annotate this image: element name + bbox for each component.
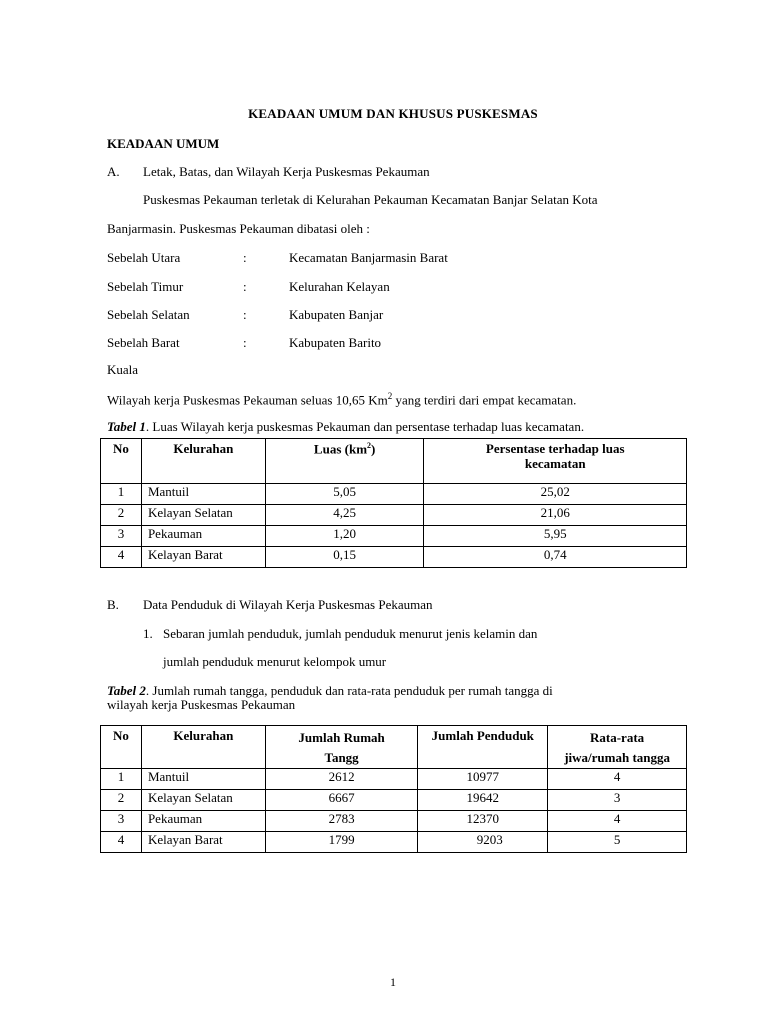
table1-cell-kelurahan: Pekauman bbox=[141, 526, 265, 547]
area-text-end: yang terdiri dari empat kecamatan. bbox=[392, 392, 577, 408]
table-row bbox=[101, 832, 687, 853]
section-b-item1-marker: 1. bbox=[143, 626, 153, 641]
section-b-item1-line1: Sebaran jumlah penduduk, jumlah penduduk menurut jenis kelamin dan bbox=[163, 626, 538, 641]
table-row bbox=[101, 505, 687, 526]
area-superscript: 2 bbox=[387, 391, 393, 401]
table2-cell-no: 2 bbox=[101, 790, 142, 811]
border-separator: : bbox=[243, 250, 247, 265]
table1-cell-luas: 1,20 bbox=[265, 526, 424, 547]
border-separator: : bbox=[243, 335, 247, 350]
table2-caption-label: Tabel 2 bbox=[107, 683, 146, 698]
table1-header-persentase-line2: kecamatan bbox=[524, 456, 586, 471]
table1-header-kelurahan: Kelurahan bbox=[141, 439, 265, 484]
table2-cell-rata: 4 bbox=[548, 769, 687, 790]
table2-header-kelurahan: Kelurahan bbox=[141, 726, 265, 769]
border-label-south: Sebelah Selatan bbox=[107, 307, 190, 322]
border-label-north: Sebelah Utara bbox=[107, 250, 181, 265]
section-b-heading: Data Penduduk di Wilayah Kerja Puskesmas Pekauman bbox=[143, 597, 433, 612]
page-number: 1 bbox=[390, 975, 396, 989]
table2-cell-kelurahan: Kelayan Selatan bbox=[141, 790, 265, 811]
border-separator: : bbox=[243, 307, 247, 322]
border-label-west: Sebelah Barat bbox=[107, 335, 180, 350]
table2-header-rumah bbox=[265, 726, 418, 769]
table2-caption-line2: wilayah kerja Puskesmas Pekauman bbox=[107, 697, 296, 712]
table2-header-row bbox=[101, 726, 687, 769]
border-value-south: Kabupaten Banjar bbox=[289, 307, 384, 322]
table-row bbox=[101, 547, 687, 568]
table2-cell-rata: 3 bbox=[548, 790, 687, 811]
table-row bbox=[101, 769, 687, 790]
table2-header-rata bbox=[548, 726, 687, 769]
table2-cell-kelurahan: Pekauman bbox=[141, 811, 265, 832]
table2 bbox=[100, 725, 687, 853]
table1-cell-luas: 4,25 bbox=[265, 505, 424, 526]
section-b-marker: B. bbox=[107, 597, 119, 612]
kuala-text: Kuala bbox=[107, 362, 139, 377]
border-value-north: Kecamatan Banjarmasin Barat bbox=[289, 250, 448, 265]
section-a-paragraph-line2: Banjarmasin. Puskesmas Pekauman dibatasi oleh : bbox=[107, 221, 370, 236]
table1-cell-persen: 5,95 bbox=[424, 526, 687, 547]
border-value-west: Kabupaten Barito bbox=[289, 335, 382, 350]
table1-header-persentase-line1: Persentase terhadap luas bbox=[485, 441, 625, 456]
table1-cell-no: 4 bbox=[101, 547, 142, 568]
table1-header-no: No bbox=[101, 439, 142, 484]
table1-cell-persen: 0,74 bbox=[424, 547, 687, 568]
table2-header-no: No bbox=[101, 726, 142, 769]
table1-cell-no: 1 bbox=[101, 484, 142, 505]
table-row bbox=[101, 526, 687, 547]
table2-cell-penduduk: 12370 bbox=[418, 811, 548, 832]
document-title: KEADAAN UMUM DAN KHUSUS PUSKESMAS bbox=[248, 106, 538, 121]
table2-cell-penduduk: 9203 bbox=[418, 832, 548, 853]
table2-cell-no: 3 bbox=[101, 811, 142, 832]
table1-header-luas-sup: 2 bbox=[367, 441, 372, 450]
table1-caption-label: Tabel 1 bbox=[107, 419, 146, 434]
table1-cell-kelurahan: Kelayan Barat bbox=[141, 547, 265, 568]
table1-header-persentase bbox=[424, 439, 687, 484]
table1-header-row bbox=[101, 439, 687, 484]
table2-header-rumah-line1: Jumlah Rumah bbox=[298, 730, 385, 745]
table1-caption-text: . Luas Wilayah kerja puskesmas Pekauman dan persentase terhadap luas kecamatan. bbox=[145, 419, 585, 434]
table1-header-luas-end: ) bbox=[371, 441, 376, 457]
table2-cell-no: 1 bbox=[101, 769, 142, 790]
table1-cell-no: 3 bbox=[101, 526, 142, 547]
table2-cell-penduduk: 19642 bbox=[418, 790, 548, 811]
section-a-paragraph-line1: Puskesmas Pekauman terletak di Kelurahan Pekauman Kecamatan Banjar Selatan Kota bbox=[143, 192, 598, 207]
table1-cell-luas: 5,05 bbox=[265, 484, 424, 505]
table2-cell-no: 4 bbox=[101, 832, 142, 853]
area-sentence bbox=[107, 391, 576, 408]
table2-cell-rumah: 2612 bbox=[265, 769, 418, 790]
border-label-east: Sebelah Timur bbox=[107, 279, 184, 294]
table1 bbox=[100, 438, 687, 568]
section-b-item1-line2: jumlah penduduk menurut kelompok umur bbox=[163, 654, 387, 669]
table1-cell-persen: 21,06 bbox=[424, 505, 687, 526]
table1-cell-kelurahan: Mantuil bbox=[141, 484, 265, 505]
table2-cell-penduduk: 10977 bbox=[418, 769, 548, 790]
table2-cell-rumah: 6667 bbox=[265, 790, 418, 811]
table1-header-luas-text: Luas (km bbox=[313, 441, 368, 457]
table1-cell-no: 2 bbox=[101, 505, 142, 526]
table2-cell-rata: 4 bbox=[548, 811, 687, 832]
section-a-marker: A. bbox=[107, 164, 120, 179]
table-row bbox=[101, 790, 687, 811]
table2-cell-kelurahan: Mantuil bbox=[141, 769, 265, 790]
table2-cell-kelurahan: Kelayan Barat bbox=[141, 832, 265, 853]
area-text-start: Wilayah kerja Puskesmas Pekauman seluas 10,65 Km bbox=[107, 392, 388, 408]
table1-cell-luas: 0,15 bbox=[265, 547, 424, 568]
table1-cell-persen: 25,02 bbox=[424, 484, 687, 505]
table2-header-rata-line2: jiwa/rumah tangga bbox=[564, 750, 670, 765]
table2-header-rata-line1: Rata-rata bbox=[590, 730, 645, 745]
table1-cell-kelurahan: Kelayan Selatan bbox=[141, 505, 265, 526]
section-heading: KEADAAN UMUM bbox=[107, 136, 220, 151]
table-row bbox=[101, 484, 687, 505]
table2-cell-rata: 5 bbox=[548, 832, 687, 853]
table2-cell-rumah: 2783 bbox=[265, 811, 418, 832]
table1-caption bbox=[107, 419, 584, 435]
table1-header-luas bbox=[265, 439, 424, 484]
table2-header-rumah-line2: Tangg bbox=[324, 750, 359, 765]
table-row bbox=[101, 811, 687, 832]
border-value-east: Kelurahan Kelayan bbox=[289, 279, 390, 294]
table2-cell-rumah: 1799 bbox=[265, 832, 418, 853]
table2-header-penduduk: Jumlah Penduduk bbox=[418, 726, 548, 769]
table2-caption-text: . Jumlah rumah tangga, penduduk dan rata-rata penduduk per rumah tangga di bbox=[145, 683, 553, 698]
section-a-heading: Letak, Batas, dan Wilayah Kerja Puskesmas Pekauman bbox=[143, 164, 430, 179]
border-separator: : bbox=[243, 279, 247, 294]
